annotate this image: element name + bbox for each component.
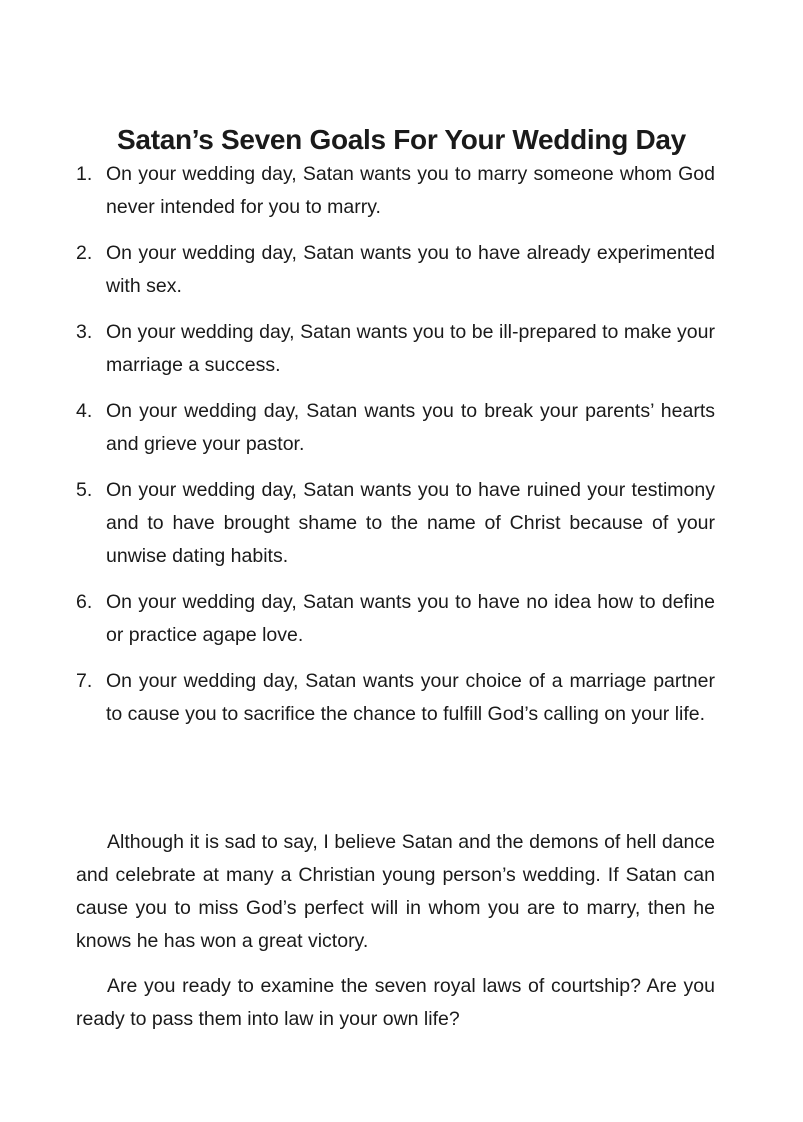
goal-item-5 <box>0 474 803 573</box>
page-title: Satan’s Seven Goals For Your Wedding Day <box>117 123 686 155</box>
goal-number: 6. <box>76 591 93 613</box>
goal-text: On your wedding day, Satan wants you to have no idea how to define or practice agape love. <box>106 591 715 646</box>
goal-text: On your wedding day, Satan wants your choice of a marriage partner to cause you to sacrifice the chance to fulfill God’s calling on your life. <box>106 670 715 725</box>
goal-number: 4. <box>76 400 93 422</box>
goal-text: On your wedding day, Satan wants you to break your parents’ hearts and grieve your pastor. <box>106 400 715 455</box>
goal-number: 3. <box>76 321 93 343</box>
goal-item-6 <box>0 586 803 652</box>
goal-number: 7. <box>76 670 93 692</box>
goal-text: On your wedding day, Satan wants you to have already experimented with sex. <box>106 242 715 297</box>
goal-item-7 <box>0 665 803 731</box>
goal-number: 2. <box>76 242 93 264</box>
goal-text: On your wedding day, Satan wants you to marry someone whom God never intended for you to marry. <box>106 163 715 218</box>
goal-item-1 <box>0 158 803 224</box>
goals-list <box>0 158 803 744</box>
goal-text: On your wedding day, Satan wants you to be ill-prepared to make your marriage a success. <box>106 321 715 376</box>
goal-item-4 <box>0 395 803 461</box>
goal-number: 5. <box>76 479 93 501</box>
goal-text: On your wedding day, Satan wants you to have ruined your testimony and to have brought shame to the name of Christ because of your unwise dating habits. <box>106 479 715 567</box>
goal-number: 1. <box>76 163 93 185</box>
body-paragraph-2: Are you ready to examine the seven royal laws of courtship? Are you ready to pass them into law in your own life? <box>76 975 715 1030</box>
goal-item-2 <box>0 237 803 303</box>
goal-item-3 <box>0 316 803 382</box>
body-paragraph-1: Although it is sad to say, I believe Satan and the demons of hell dance and celebrate at many a Christian young person’s wedding. If Satan can cause you to miss God’s perfect will in whom you are to marry, then he knows he has won a great victory. <box>76 831 715 952</box>
